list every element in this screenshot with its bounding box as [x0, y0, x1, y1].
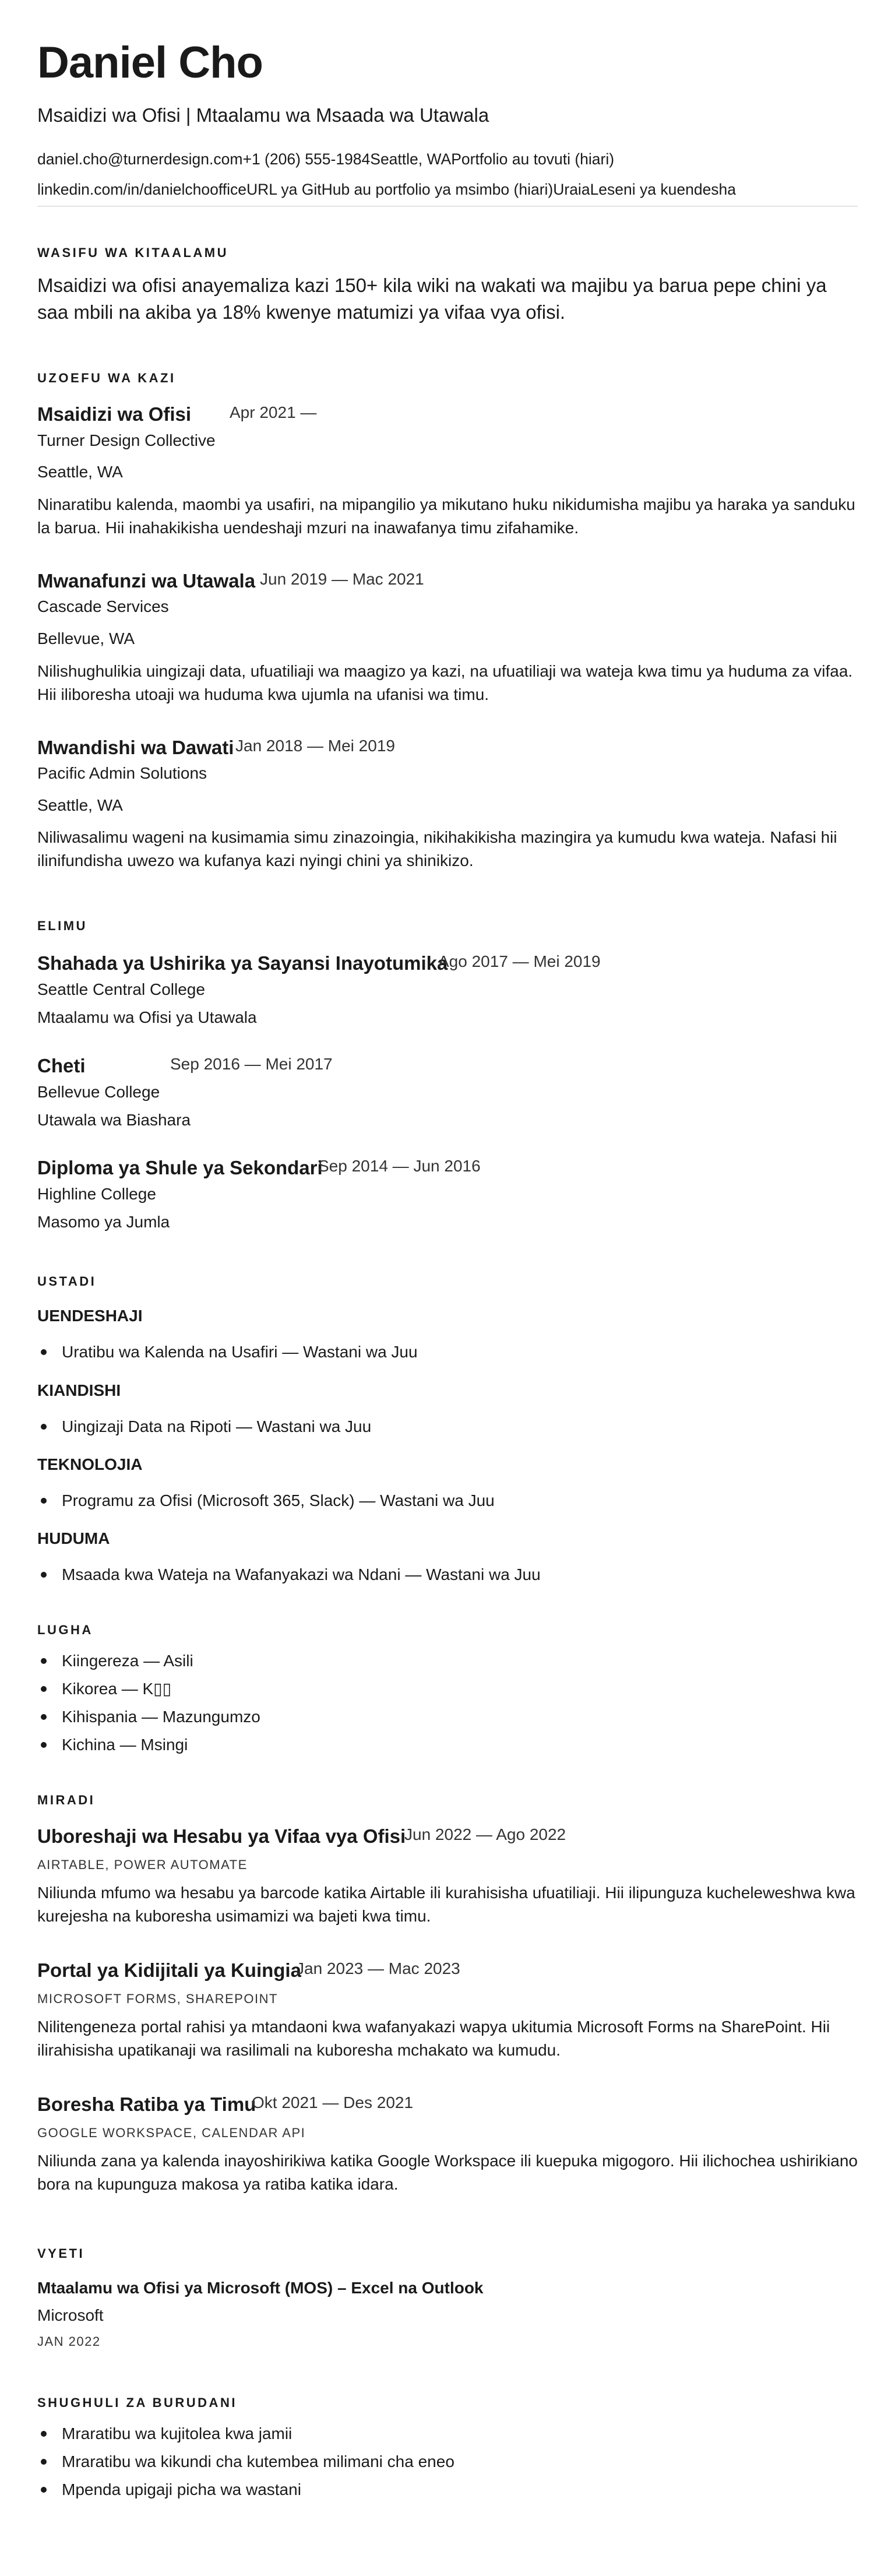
- section-title-education: ELIMU: [37, 919, 87, 933]
- project-dates: Jun 2022 — Ago 2022: [404, 1825, 566, 1843]
- contact-email[interactable]: daniel.cho@turnerdesign.com: [37, 150, 243, 168]
- education-degree: Cheti: [37, 1055, 86, 1076]
- education-school: Highline College: [37, 1185, 156, 1203]
- experience-description: Ninaratibu kalenda, maombi ya usafiri, na mipangilio ya mikutano huku nikidumisha majibu ya haraka ya sanduku la barua. Hii inahakikisha uendeshaji mzuri na inawafanya timu zifahamike.: [37, 495, 855, 537]
- education-field: Utawala wa Biashara: [37, 1111, 191, 1129]
- language-level: — Mazungumzo: [137, 1708, 260, 1726]
- education-field: Masomo ya Jumla: [37, 1213, 170, 1231]
- language-level: — Asili: [139, 1652, 193, 1670]
- contact-line-1: [37, 150, 614, 169]
- experience-dates: Apr 2021 —: [230, 403, 317, 421]
- project-description: Nilitengeneza portal rahisi ya mtandaoni kwa wafanyakazi wapya ukitumia Microsoft Forms na SharePoint. Hii ilirahisisha upatikanaji wa rasilimali na kuboresha mchakato wa kumudu.: [37, 2018, 830, 2059]
- contact-license: Leseni ya kuendesha: [590, 181, 737, 198]
- skill-list: [37, 1487, 495, 1515]
- project-name: Portal ya Kidijitali ya Kuingia: [37, 1959, 301, 1981]
- project-description: Niliunda zana ya kalenda inayoshirikiwa katika Google Workspace ili kuepuka migogoro. Hii ilichochea ushirikiano bora na kupunguza makosa ya ratiba katika idara.: [37, 2152, 858, 2193]
- education-school: Bellevue College: [37, 1083, 160, 1101]
- certification-name: Mtaalamu wa Ofisi ya Microsoft (MOS) – Excel na Outlook: [37, 2279, 484, 2297]
- language-item: [37, 1703, 260, 1731]
- project-dates: Okt 2021 — Des 2021: [252, 2093, 414, 2112]
- section-title-languages: LUGHA: [37, 1623, 93, 1637]
- section-title-hobbies: SHUGHULI ZA BURUDANI: [37, 2395, 237, 2410]
- experience-description: Nilishughulikia uingizaji data, ufuatiliaji wa maagizo ya kazi, na ufuatiliaji wa wateja kwa timu ya huduma za vifaa. Hii iliboresha utoaji wa huduma kwa ujumla na ufanisi wa timu.: [37, 662, 853, 703]
- candidate-name: Daniel Cho: [37, 38, 263, 87]
- contact-line-2: [37, 181, 736, 199]
- project-tools: MICROSOFT FORMS, SHAREPOINT: [37, 1991, 278, 2006]
- certification-issuer: Microsoft: [37, 2306, 104, 2324]
- section-title-experience: UZOEFU WA KAZI: [37, 371, 176, 385]
- hobby-list: [37, 2420, 454, 2504]
- education-degree: Shahada ya Ushirika ya Sayansi Inayotumika: [37, 952, 448, 974]
- education-degree: Diploma ya Shule ya Sekondari: [37, 1157, 323, 1178]
- hobby-item: Mraratibu wa kikundi cha kutembea milimani cha eneo: [37, 2448, 454, 2476]
- language-level: — K▯▯: [117, 1680, 171, 1698]
- experience-location: Seattle, WA: [37, 463, 123, 481]
- section-title-skills: USTADI: [37, 1274, 97, 1289]
- skill-item: Msaada kwa Wateja na Wafanyakazi wa Ndani — Wastani wa Juu: [37, 1561, 541, 1589]
- skill-group-title: UENDESHAJI: [37, 1307, 143, 1325]
- education-dates: Sep 2014 — Jun 2016: [318, 1157, 481, 1175]
- language-name: Kichina: [62, 1736, 115, 1754]
- section-title-projects: MIRADI: [37, 1793, 96, 1807]
- skill-group-title: TEKNOLOJIA: [37, 1455, 143, 1473]
- skill-group-title: HUDUMA: [37, 1529, 110, 1547]
- experience-description: Niliwasalimu wageni na kusimamia simu zinazoingia, nikihakikisha mazingira ya kumudu kwa wateja. Nafasi hii ilinifundisha uwezo wa kufanya kazi nyingi chini ya shinikizo.: [37, 828, 837, 870]
- candidate-headline: Msaidizi wa Ofisi | Mtaalamu wa Msaada wa Utawala: [37, 104, 489, 126]
- hobby-item: Mpenda upigaji picha wa wastani: [37, 2476, 454, 2504]
- experience-dates: Jun 2019 — Mac 2021: [260, 570, 424, 588]
- experience-role: Msaidizi wa Ofisi: [37, 403, 192, 425]
- education-dates: Ago 2017 — Mei 2019: [438, 952, 601, 970]
- project-tools: AIRTABLE, POWER AUTOMATE: [37, 1857, 248, 1872]
- contact-linkedin[interactable]: linkedin.com/in/danielchoofficе: [37, 181, 246, 198]
- summary-text: Msaidizi wa ofisi anayemaliza kazi 150+ kila wiki na wakati wa majibu ya barua pepe chini ya saa mbili na akiba ya 18% kwenye matumizi ya vifaa vya ofisi.: [37, 275, 827, 323]
- language-item: [37, 1647, 260, 1675]
- education-dates: Sep 2016 — Mei 2017: [170, 1055, 333, 1073]
- experience-company: Turner Design Collective: [37, 431, 216, 449]
- project-name: Uboreshaji wa Hesabu ya Vifaa vya Ofisi: [37, 1825, 406, 1847]
- skill-item: Uratibu wa Kalenda na Usafiri — Wastani wa Juu: [37, 1338, 418, 1366]
- hobby-item: Mraratibu wa kujitolea kwa jamii: [37, 2420, 454, 2448]
- experience-company: Cascade Services: [37, 597, 169, 615]
- contact-citizenship: Uraia: [553, 181, 590, 198]
- skill-item: Programu za Ofisi (Microsoft 365, Slack) — Wastani wa Juu: [37, 1487, 495, 1515]
- experience-location: Bellevue, WA: [37, 629, 135, 647]
- skill-list: [37, 1338, 418, 1366]
- language-name: Kiingereza: [62, 1652, 139, 1670]
- header-divider: [37, 206, 858, 207]
- skill-list: [37, 1413, 371, 1441]
- contact-github[interactable]: URL ya GitHub au portfolio ya msimbo (hiari): [246, 181, 554, 198]
- experience-role: Mwanafunzi wa Utawala: [37, 570, 256, 592]
- language-item: [37, 1675, 260, 1703]
- experience-company: Pacific Admin Solutions: [37, 764, 207, 782]
- contact-portfolio[interactable]: Portfolio au tovuti (hiari): [451, 150, 615, 168]
- contact-phone[interactable]: +1 (206) 555-1984: [242, 150, 371, 168]
- project-dates: Jan 2023 — Mac 2023: [296, 1959, 460, 1977]
- skill-group-title: KIANDISHI: [37, 1381, 121, 1399]
- language-name: Kikorea: [62, 1680, 117, 1698]
- language-list: [37, 1647, 260, 1759]
- project-description: Niliunda mfumo wa hesabu ya barcode katika Airtable ili kurahisisha ufuatiliaji. Hii ilipunguza kucheleweshwa kwa kurejesha na kuboresha usimamizi wa bajeti kwa timu.: [37, 1884, 855, 1925]
- education-school: Seattle Central College: [37, 980, 205, 998]
- language-item: [37, 1731, 260, 1759]
- language-name: Kihispania: [62, 1708, 138, 1726]
- education-field: Mtaalamu wa Ofisi ya Utawala: [37, 1008, 257, 1026]
- experience-role: Mwandishi wa Dawati: [37, 737, 234, 758]
- experience-dates: Jan 2018 — Mei 2019: [235, 737, 395, 755]
- project-name: Boresha Ratiba ya Timu: [37, 2093, 256, 2115]
- certification-date: JAN 2022: [37, 2334, 101, 2349]
- project-tools: GOOGLE WORKSPACE, CALENDAR API: [37, 2125, 306, 2140]
- language-level: — Msingi: [115, 1736, 188, 1754]
- section-title-summary: WASIFU WA KITAALAMU: [37, 245, 229, 260]
- section-title-certifications: VYETI: [37, 2246, 85, 2261]
- skill-list: [37, 1561, 541, 1589]
- contact-location: Seattle, WA: [370, 150, 452, 168]
- skill-item: Uingizaji Data na Ripoti — Wastani wa Juu: [37, 1413, 371, 1441]
- experience-location: Seattle, WA: [37, 796, 123, 814]
